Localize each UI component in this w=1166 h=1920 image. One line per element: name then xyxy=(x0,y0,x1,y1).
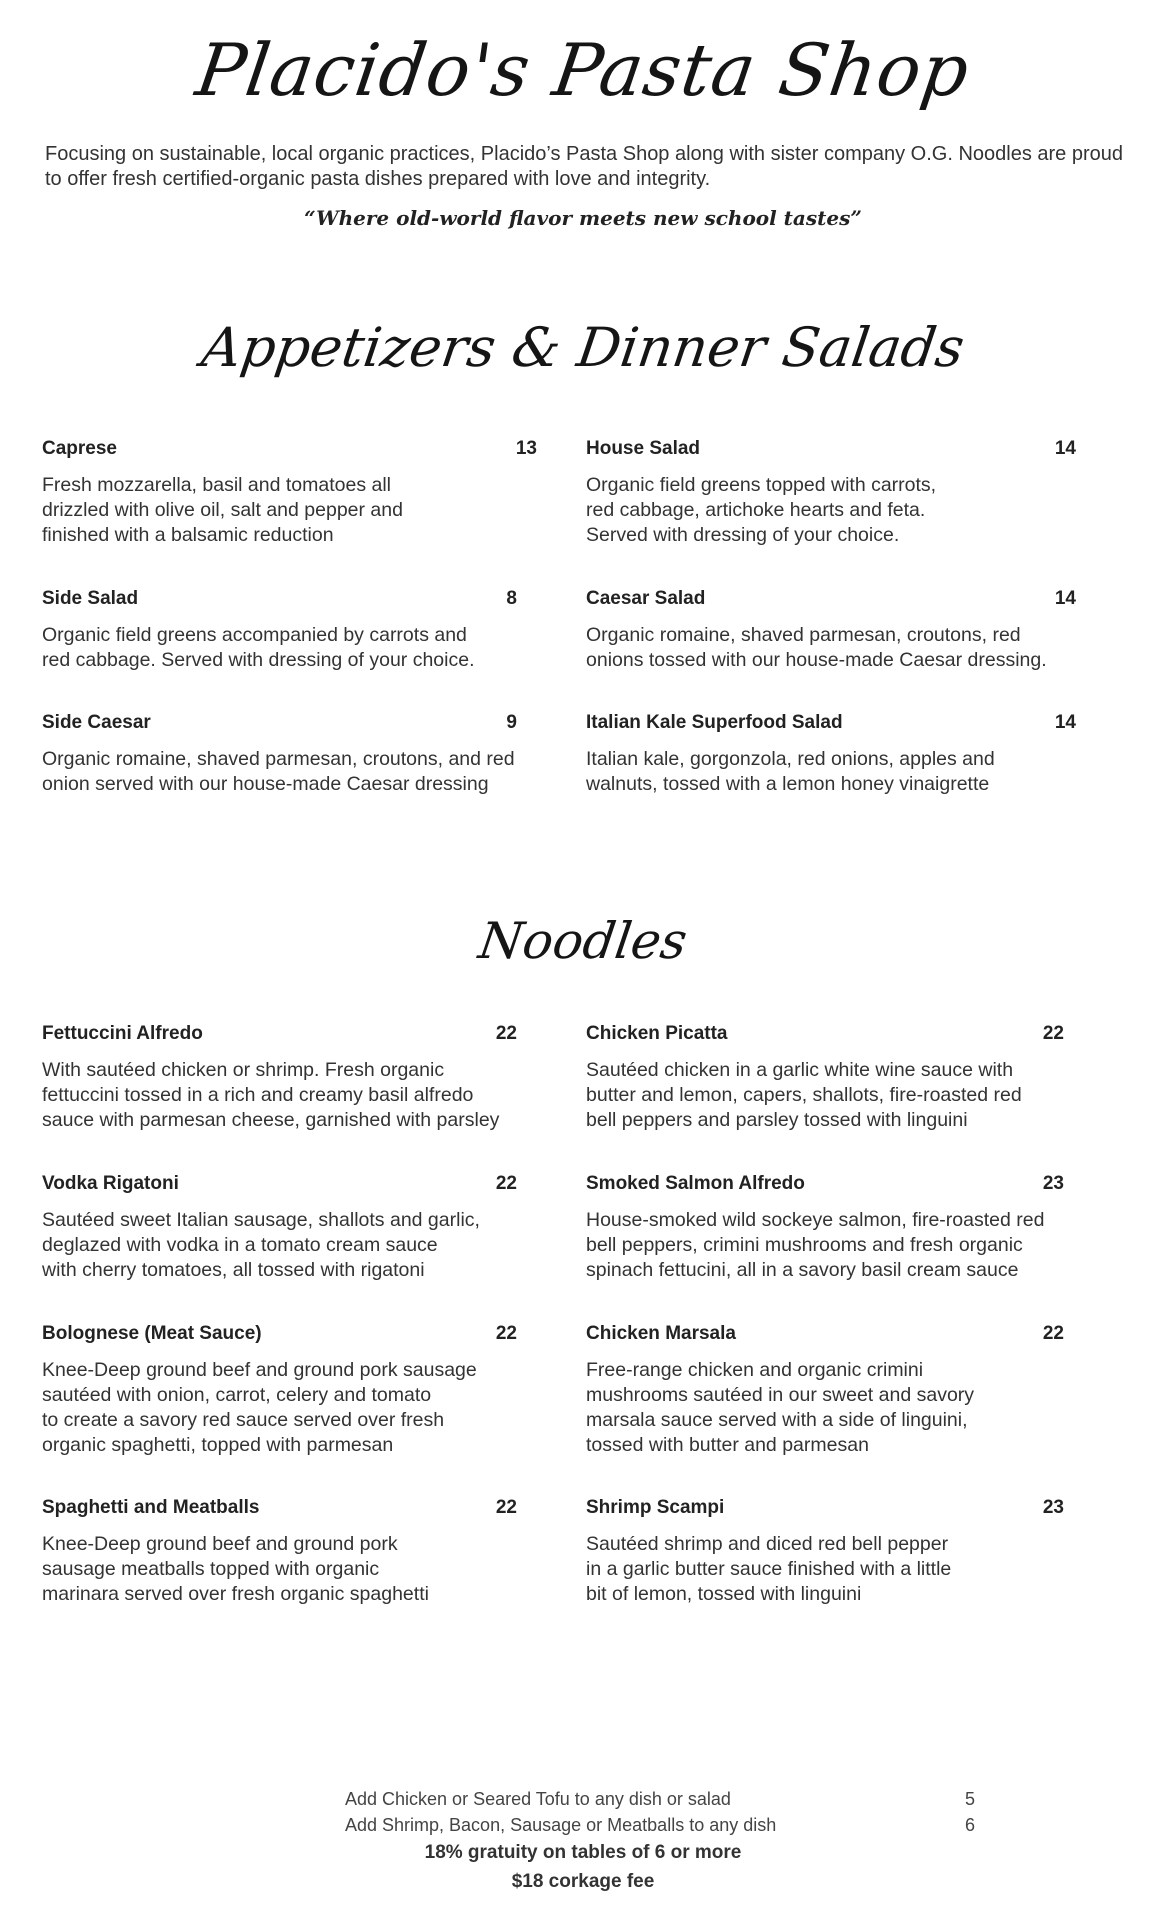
item-description: Organic field greens topped with carrots, red cabbage, artichoke hearts and feta. Served with dressing of your choice. xyxy=(586,474,937,546)
item-description: Organic romaine, shaved parmesan, croutons, and red onion served with our house-made Caesar dressing xyxy=(42,748,515,795)
policies xyxy=(0,1838,1166,1896)
item-price: 23 xyxy=(1042,1497,1064,1518)
item-price: 14 xyxy=(1054,712,1076,733)
menu-item xyxy=(586,1497,1064,1607)
menu-item xyxy=(42,438,537,548)
menu-item xyxy=(42,588,517,673)
menu-item xyxy=(42,1323,517,1458)
item-description: Organic romaine, shaved parmesan, croutons, red onions tossed with our house-made Caesar dressing. xyxy=(586,624,1047,671)
item-price: 22 xyxy=(495,1323,517,1344)
item-description: Knee-Deep ground beef and ground pork sausage meatballs topped with organic marinara served over fresh organic spaghetti xyxy=(42,1533,429,1605)
menu-item xyxy=(42,1173,517,1283)
item-name: Vodka Rigatoni xyxy=(42,1173,179,1194)
addon-text: Add Shrimp, Bacon, Sausage or Meatballs to any dish xyxy=(345,1815,777,1835)
item-name: House Salad xyxy=(586,438,701,459)
menu-item xyxy=(586,438,1076,548)
menu-item xyxy=(586,712,1076,797)
item-description: Free-range chicken and organic crimini mushrooms sautéed in our sweet and savory marsala sauce served with a side of linguini, tossed with butter and parmesan xyxy=(586,1359,975,1456)
item-name: Smoked Salmon Alfredo xyxy=(586,1173,805,1194)
menu-item xyxy=(586,1173,1064,1283)
noodles-section-heading: Noodles xyxy=(475,912,691,970)
item-description: Italian kale, gorgonzola, red onions, apples and walnuts, tossed with a lemon honey vinaigrette xyxy=(586,748,995,795)
item-name: Italian Kale Superfood Salad xyxy=(586,712,843,733)
item-price: 13 xyxy=(515,438,537,459)
item-name: Spaghetti and Meatballs xyxy=(42,1497,260,1518)
item-price: 22 xyxy=(495,1497,517,1518)
addon-row xyxy=(345,1812,985,1838)
item-price: 14 xyxy=(1054,588,1076,609)
item-price: 14 xyxy=(1054,438,1076,459)
item-price: 9 xyxy=(506,712,517,733)
menu-item xyxy=(42,1497,517,1607)
item-description: Knee-Deep ground beef and ground pork sausage sautéed with onion, carrot, celery and tomato to create a savory red sauce served over fresh organic spaghetti, topped with parmesan xyxy=(42,1359,477,1456)
item-name: Caesar Salad xyxy=(586,588,706,609)
item-description: Sautéed sweet Italian sausage, shallots and garlic, deglazed with vodka in a tomato cream sauce with cherry tomatoes, all tossed with rigatoni xyxy=(42,1209,480,1281)
menu-item xyxy=(586,1023,1064,1133)
item-name: Side Salad xyxy=(42,588,139,609)
item-name: Shrimp Scampi xyxy=(586,1497,725,1518)
menu-item xyxy=(42,1023,517,1133)
item-name: Fettuccini Alfredo xyxy=(42,1023,203,1044)
item-price: 22 xyxy=(495,1173,517,1194)
menu-item xyxy=(586,588,1076,673)
item-description: Sautéed shrimp and diced red bell pepper in a garlic butter sauce finished with a little bit of lemon, tossed with linguini xyxy=(586,1533,952,1605)
item-name: Chicken Marsala xyxy=(586,1323,736,1344)
item-description: House-smoked wild sockeye salmon, fire-roasted red bell peppers, crimini mushrooms and fresh organic spinach fettucini, all in a savory basil cream sauce xyxy=(586,1209,1045,1281)
intro-paragraph: Focusing on sustainable, local organic practices, Placido’s Pasta Shop along with sister company O.G. Noodles are proud to offer fresh certified-organic pasta dishes prepared with love and integrity. xyxy=(45,143,1123,190)
item-name: Bolognese (Meat Sauce) xyxy=(42,1323,262,1344)
item-name: Side Caesar xyxy=(42,712,151,733)
item-description: With sautéed chicken or shrimp. Fresh organic fettuccini tossed in a rich and creamy basil alfredo sauce with parmesan cheese, garnished with parsley xyxy=(42,1059,500,1131)
item-price: 8 xyxy=(506,588,517,609)
item-name: Chicken Picatta xyxy=(586,1023,728,1044)
tagline: “Where old-world flavor meets new school tastes” xyxy=(304,206,862,230)
addon-row xyxy=(345,1786,985,1812)
menu-item xyxy=(586,1323,1064,1458)
item-price: 22 xyxy=(1042,1023,1064,1044)
item-description: Fresh mozzarella, basil and tomatoes all drizzled with olive oil, salt and pepper and finished with a balsamic reduction xyxy=(42,474,403,546)
appetizers-section-heading: Appetizers & Dinner Salads xyxy=(197,316,969,379)
item-name: Caprese xyxy=(42,438,117,459)
gratuity-note: 18% gratuity on tables of 6 or more xyxy=(424,1842,742,1863)
item-description: Organic field greens accompanied by carrots and red cabbage. Served with dressing of your choice. xyxy=(42,624,475,671)
item-price: 23 xyxy=(1042,1173,1064,1194)
addon-price: 6 xyxy=(965,1815,976,1835)
addons-list xyxy=(345,1786,985,1838)
item-description: Sautéed chicken in a garlic white wine sauce with butter and lemon, capers, shallots, fire-roasted red bell peppers and parsley tossed with linguini xyxy=(586,1059,1022,1131)
addon-price: 5 xyxy=(965,1789,976,1809)
corkage-note: $18 corkage fee xyxy=(511,1871,655,1892)
shop-title: Placido's Pasta Shop xyxy=(191,28,975,112)
addon-text: Add Chicken or Seared Tofu to any dish or salad xyxy=(345,1789,731,1809)
item-price: 22 xyxy=(1042,1323,1064,1344)
menu-item xyxy=(42,712,517,797)
item-price: 22 xyxy=(495,1023,517,1044)
